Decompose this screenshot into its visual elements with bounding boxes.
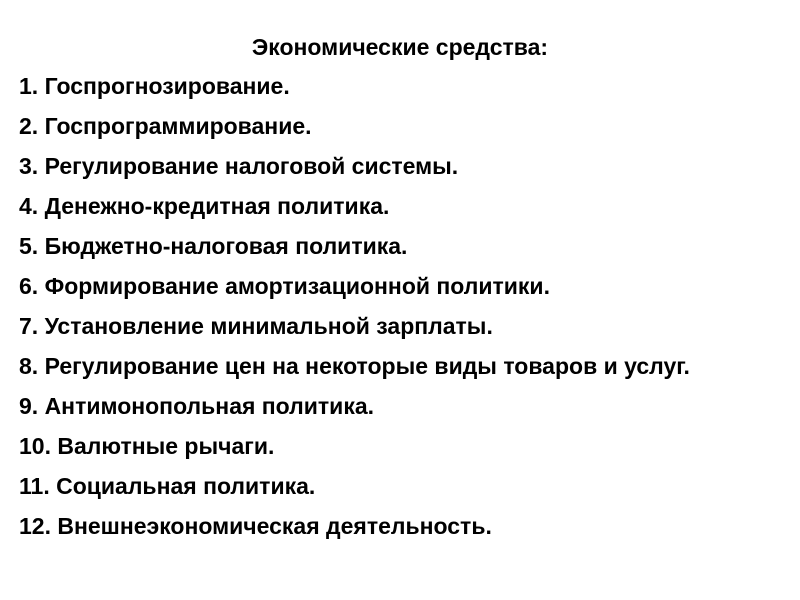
list-item-10: 10. Валютные рычаги. [19,433,275,459]
list-item-8: 8. Регулирование цен на некоторые виды товаров и услуг. [19,353,690,379]
instrument-list [19,70,739,550]
list-item-2: 2. Госпрограммирование. [19,113,312,139]
list-item-3: 3. Регулирование налоговой системы. [19,153,459,179]
list-item-5: 5. Бюджетно-налоговая политика. [19,233,408,259]
list-item-1: 1. Госпрогнозирование. [19,73,290,99]
slide-title: Экономические средства: [251,34,549,60]
list-item-9: 9. Антимонопольная политика. [19,393,375,419]
list-item-12: 12. Внешнеэкономическая деятельность. [19,513,492,539]
list-item-11: 11. Социальная политика. [19,473,316,499]
list-item-6: 6. Формирование амортизационной политики. [19,273,550,299]
list-item-4: 4. Денежно-кредитная политика. [19,193,390,219]
list-item-7: 7. Установление минимальной зарплаты. [19,313,493,339]
